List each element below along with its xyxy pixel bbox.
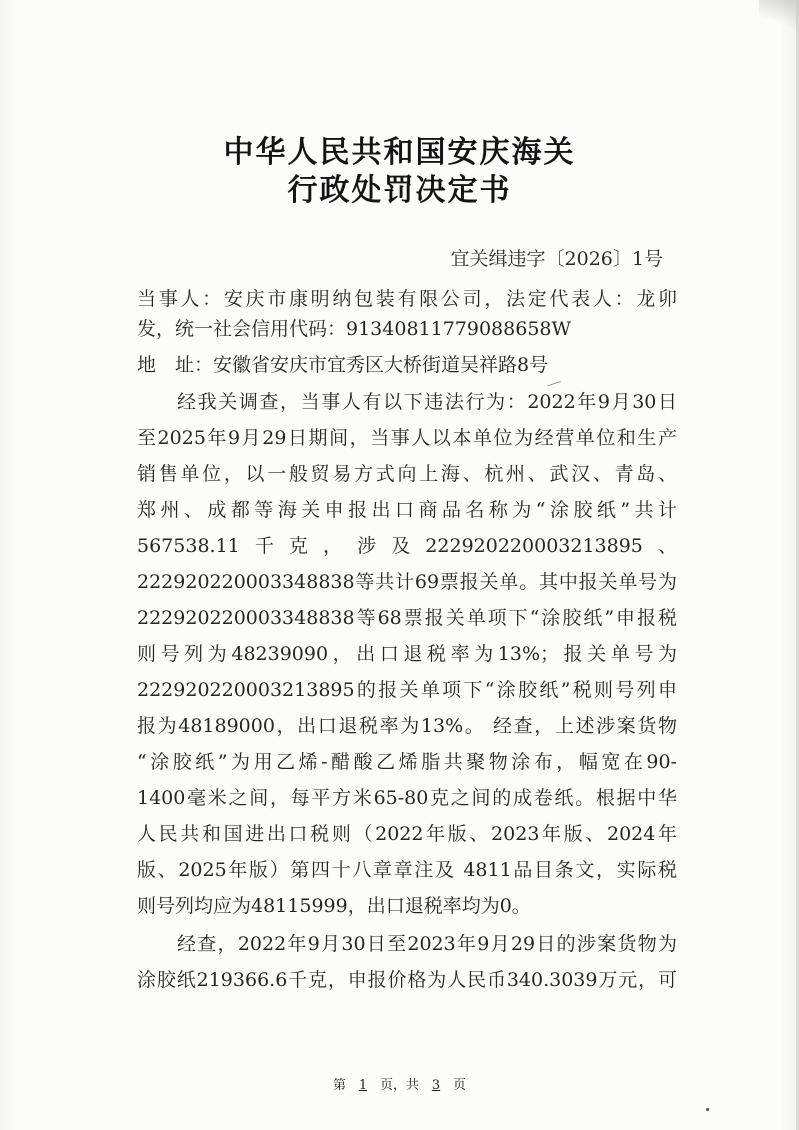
body-line: 至2025年9月29日期间，当事人以本单位为经营单位和生产 bbox=[137, 427, 677, 449]
footer-page-number: 1 bbox=[358, 1078, 368, 1093]
body-line: 567538.11千克，涉及222920220003213895、 bbox=[137, 535, 677, 557]
body-line: 版、2025年版）第四十八章章注及 4811品目条文，实际税 bbox=[137, 859, 677, 881]
page-footer bbox=[0, 1074, 799, 1093]
body-line: 郑州、成都等海关申报出口商品名称为“涂胶纸”共计 bbox=[137, 499, 677, 521]
body-line: 地 址：安徽省安庆市宜秀区大桥街道吴祥路8号 bbox=[137, 354, 549, 376]
footer-suffix: 页 bbox=[453, 1078, 467, 1093]
body-line: 222920220003348838等68票报关单项下“涂胶纸”申报税 bbox=[137, 607, 677, 629]
body-line: 222920220003348838等共计69票报关单。其中报关单号为 bbox=[137, 571, 677, 593]
body-line: 经我关调查，当事人有以下违法行为：2022年9月30日 bbox=[177, 391, 677, 413]
body-line: 报为48189000，出口退税率为13%。 经查，上述涉案货物 bbox=[137, 715, 677, 737]
body-line: 发，统一社会信用代码：91340811779088658W bbox=[137, 318, 572, 340]
footer-total-pages: 3 bbox=[431, 1078, 441, 1093]
footer-middle: 页，共 bbox=[379, 1078, 419, 1093]
body-line: 1400毫米之间，每平方米65-80克之间的成卷纸。根据中华 bbox=[137, 787, 677, 809]
body-line: 222920220003213895的报关单项下“涂胶纸”税则号列申 bbox=[137, 679, 677, 701]
scan-shadow bbox=[759, 0, 799, 30]
body-line: 人民共和国进出口税则（2022年版、2023年版、2024年 bbox=[137, 823, 677, 845]
body-line: 销售单位，以一般贸易方式向上海、杭州、武汉、青岛、 bbox=[137, 463, 677, 485]
document-title-line1: 中华人民共和国安庆海关 bbox=[223, 135, 576, 170]
scan-speck bbox=[706, 1108, 709, 1111]
document-number: 宜关缉违字〔2026〕1号 bbox=[450, 248, 663, 270]
body-line: “涂胶纸”为用乙烯-醋酸乙烯脂共聚物涂布，幅宽在90- bbox=[137, 751, 677, 773]
body-line: 则号列为48239090，出口退税率为13%；报关单号为 bbox=[137, 643, 677, 665]
body-line: 当事人：安庆市康明纳包装有限公司，法定代表人：龙卯 bbox=[137, 288, 677, 310]
body-line: 涂胶纸219366.6千克，申报价格为人民币340.3039万元，可 bbox=[137, 969, 677, 991]
document-title-line2: 行政处罚决定书 bbox=[287, 173, 512, 208]
footer-prefix: 第 bbox=[332, 1078, 346, 1093]
body-line: 则号列均应为48115999，出口退税率均为0。 bbox=[137, 895, 531, 917]
body-line: 经查，2022年9月30日至2023年9月29日的涉案货物为 bbox=[177, 933, 677, 955]
